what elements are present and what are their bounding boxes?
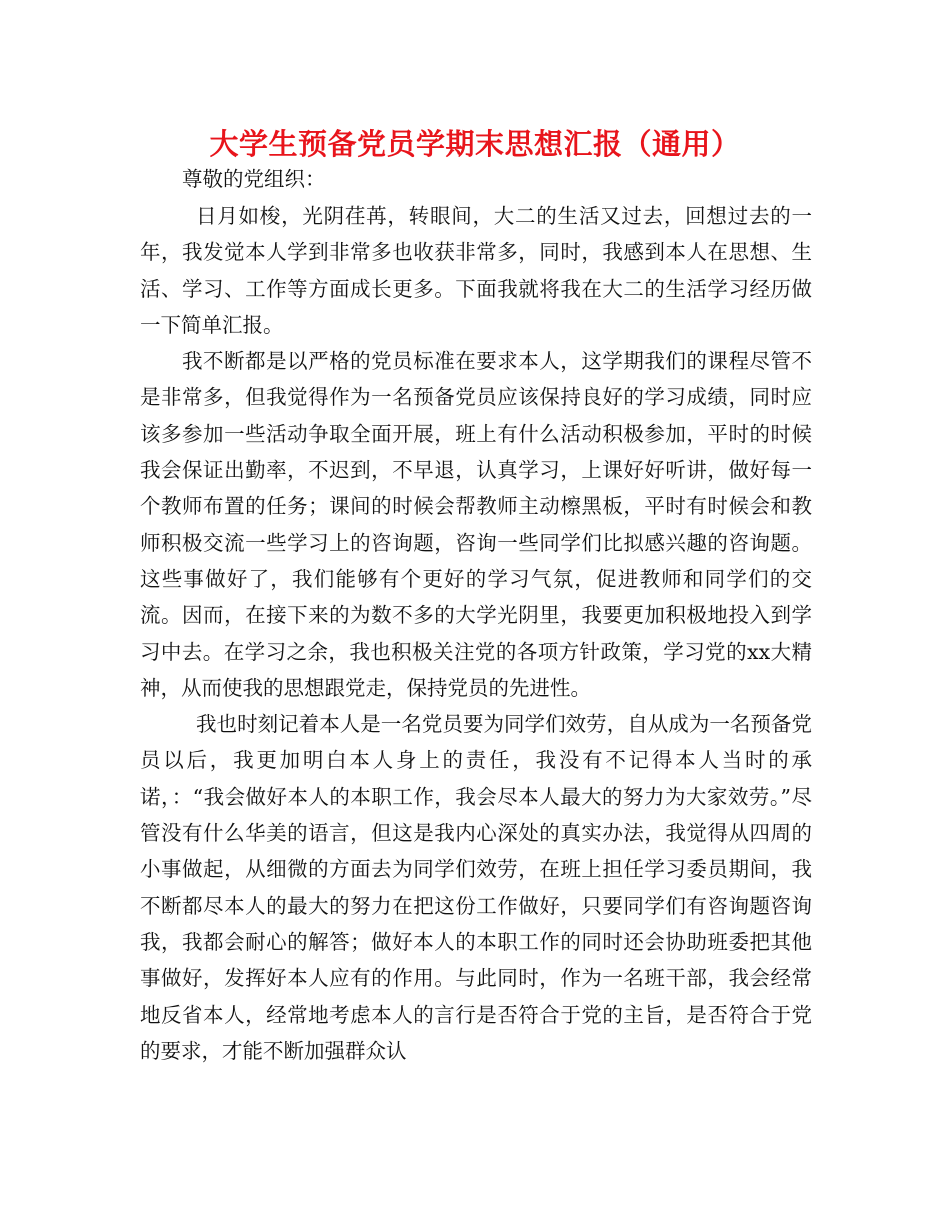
paragraph-1: 日月如梭，光阴荏苒，转眼间，大二的生活又过去，回想过去的一年，我发觉本人学到非常多也收获非常多，同时，我感到本人在思想、生活、学习、工作等方面成长更多。下面我就将我在大二的生活学习经历做一下简单汇报。 [140,204,812,337]
salutation: 尊敬的党组织： [182,167,326,191]
paragraph-2: 我不断都是以严格的党员标准在要求本人，这学期我们的课程尽管不是非常多，但我觉得作为一名预备党员应该保持良好的学习成绩，同时应该多参加一些活动争取全面开展，班上有什么活动积极参加，平时的时候我会保证出勤率，不迟到，不早退，认真学习，上课好好听讲，做好每一个教师布置的任务；课间的时候会帮教师主动檫黑板，平时有时候会和教师积极交流一些学习上的咨询题，咨询一些同学们比拟感兴趣的咨询题。这些事做好了，我们能够有个更好的学习气氛，促进教师和同学们的交流。因而，在接下来的为数不多的大学光阴里，我要更加积极地投入到学习中去。在学习之余，我也积极关注党的各项方针政策，学习党的xx大精神，从而使我的思想跟党走，保持党员的先进性。 [140,349,812,700]
document-body [140,164,812,1069]
document-title: 大学生预备党员学期末思想汇报（通用） [209,127,741,161]
paragraph-3: 我也时刻记着本人是一名党员要为同学们效劳，自从成为一名预备党员以后，我更加明白本人身上的责任，我没有不记得本人当时的承诺，：“我会做好本人的本职工作，我会尽本人最大的努力为大家效劳。”尽管没有什么华美的语言，但这是我内心深处的真实办法，我觉得从四周的小事做起，从细微的方面去为同学们效劳，在班上担任学习委员期间，我不断都尽本人的最大的努力在把这份工作做好，只要同学们有咨询题咨询我，我都会耐心的解答；做好本人的本职工作的同时还会协助班委把其他事做好，发挥好本人应有的作用。与此同时，作为一名班干部，我会经常地反省本人，经常地考虑本人的言行是否符合于党的主旨，是否符合于党的要求，才能不断加强群众认 [140,712,812,1063]
